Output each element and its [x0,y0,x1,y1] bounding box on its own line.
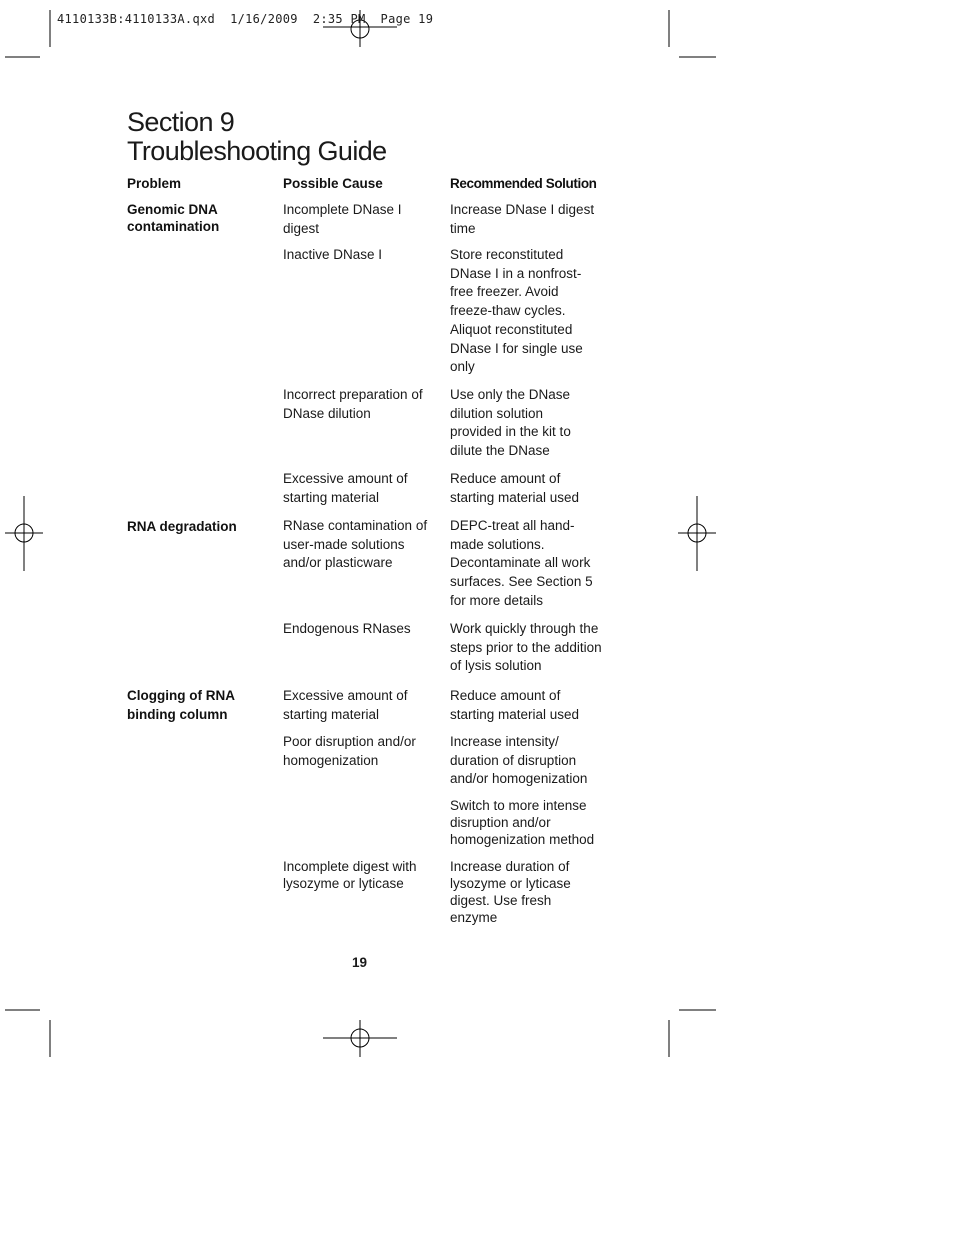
cause-cell: Excessive amount of starting material [283,471,408,505]
cause-cell: Incomplete digest with lysozyme or lyticase [283,859,417,891]
header-possible-cause: Possible Cause [283,176,383,191]
solution-cell: Switch to more intense disruption and/or homogenization method [450,798,595,847]
page-title [127,108,387,166]
problem-genomic-dna: Genomic DNA contamination [127,202,220,234]
solution-cell: Reduce amount of starting material used [450,471,580,505]
solution-cell: Use only the DNase dilution solution provided in the kit to dilute the DNase [450,387,571,459]
solution-cell: Reduce amount of starting material used [450,688,580,722]
page-number: 19 [352,955,368,970]
solution-cell: DEPC-treat all hand-made solutions. Decontaminate all work surfaces. See Section 5 for more details [450,518,593,608]
header-problem: Problem [127,176,182,191]
header-recommended-solution: Recommended Solution [450,176,597,191]
cause-cell: Inactive DNase I [283,247,383,262]
solution-cell: Store reconstituted DNase I in a nonfrost-free freezer. Avoid freeze-thaw cycles. Aliquot reconstituted DNase I for single use only [450,247,583,375]
solution-cell: Work quickly through the steps prior to the addition of lysis solution [450,621,602,674]
section-title: Troubleshooting Guide [127,136,387,166]
solution-cell: Increase DNase I digest time [450,202,595,236]
file-slug: 4110133B:4110133A.qxd 1/16/2009 2:35 PM Page 19 [57,12,434,26]
cause-cell: Endogenous RNases [283,621,411,636]
section-number: Section 9 [127,107,235,137]
cause-cell: Poor disruption and/or homogenization [283,734,416,768]
solution-cell: Increase duration of lysozyme or lyticase digest. Use fresh enzyme [450,859,571,925]
cause-cell: Excessive amount of starting material [283,688,408,722]
cause-cell: Incorrect preparation of DNase dilution [283,387,423,421]
cause-cell: RNase contamination of user-made solutions and/or plasticware [283,518,428,571]
problem-clogging: Clogging of RNA binding column [127,688,235,722]
cause-cell: Incomplete DNase I digest [283,202,402,236]
solution-cell: Increase intensity/ duration of disruption and/or homogenization [450,734,588,787]
problem-rna-degradation: RNA degradation [127,519,237,534]
